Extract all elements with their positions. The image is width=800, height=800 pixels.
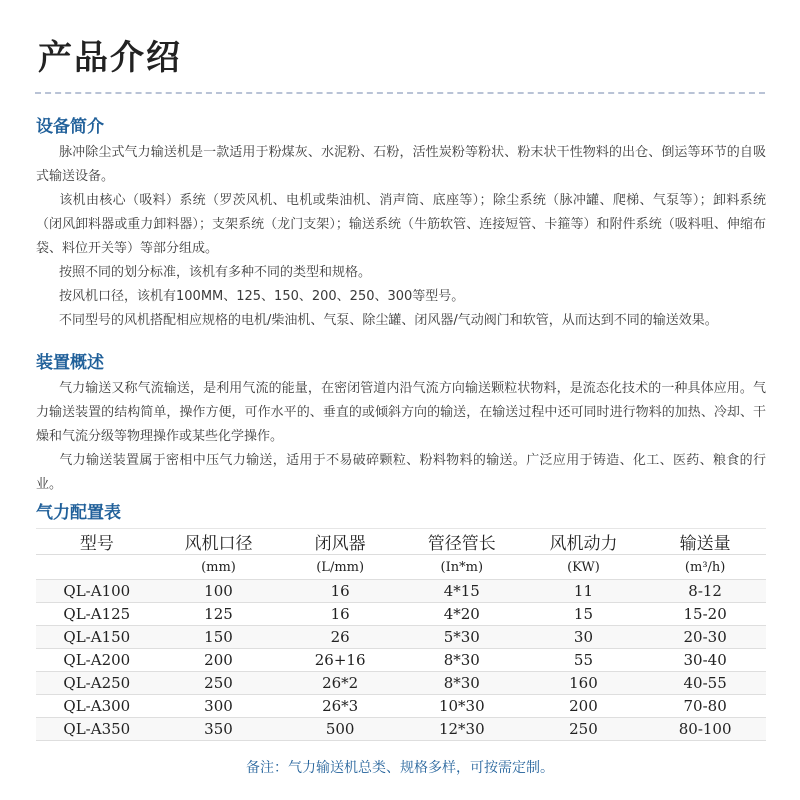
paragraph: 不同型号的风机搭配相应规格的电机/柴油机、气泵、除尘罐、闭风器/气动阀门和软管，从而达到不同的输送效果。 — [59, 313, 718, 328]
table-cell: 10*30 — [401, 695, 523, 718]
table-cell: 15-20 — [644, 603, 766, 626]
unit-cell — [36, 555, 158, 580]
table-cell: 30-40 — [644, 649, 766, 672]
section-equipment-intro — [36, 112, 766, 333]
table-cell: 26*2 — [279, 672, 401, 695]
col-header-pipe: 管径管长 — [401, 528, 523, 555]
table-cell: 100 — [158, 580, 280, 603]
table-cell: 30 — [523, 626, 645, 649]
table-cell: 16 — [279, 580, 401, 603]
table-row — [36, 626, 766, 649]
table-cell: 200 — [158, 649, 280, 672]
table-cell: 4*20 — [401, 603, 523, 626]
col-header-fan-power: 风机动力 — [523, 528, 645, 555]
table-heading: 气力配置表 — [36, 503, 121, 523]
table-cell: 200 — [523, 695, 645, 718]
paragraph: 脉冲除尘式气力输送机是一款适用于粉煤灰、水泥粉、石粉，活性炭粉等粉状、粉末状干性物料的出仓、倒运等环节的自吸式输送设备。 — [36, 145, 766, 184]
table-row — [36, 649, 766, 672]
col-header-airlock: 闭风器 — [279, 528, 401, 555]
table-cell: 70-80 — [644, 695, 766, 718]
unit-cell: (mm) — [158, 555, 280, 580]
footnote: 备注：气力输送机总类、规格多样，可按需定制。 — [246, 760, 554, 776]
table-cell: 125 — [158, 603, 280, 626]
unit-cell: (m³/h) — [644, 555, 766, 580]
table-units-row — [36, 555, 766, 580]
table-cell: QL-A125 — [36, 603, 158, 626]
table-row — [36, 580, 766, 603]
section-heading: 设备简介 — [36, 117, 104, 137]
table-cell: 26*3 — [279, 695, 401, 718]
paragraph: 气力输送装置属于密相中压气力输送，适用于不易破碎颗粒、粉料物料的输送。广泛应用于铸造、化工、医药、粮食的行业。 — [36, 453, 766, 492]
table-cell: QL-A300 — [36, 695, 158, 718]
table-cell: 55 — [523, 649, 645, 672]
table-cell: QL-A350 — [36, 718, 158, 741]
table-section — [36, 498, 766, 527]
table-cell: 12*30 — [401, 718, 523, 741]
table-cell: 4*15 — [401, 580, 523, 603]
table-cell: 8*30 — [401, 672, 523, 695]
table-cell: 5*30 — [401, 626, 523, 649]
title-divider — [35, 92, 765, 94]
table-row — [36, 672, 766, 695]
table-cell: 80-100 — [644, 718, 766, 741]
table-cell: 300 — [158, 695, 280, 718]
table-cell: 150 — [158, 626, 280, 649]
paragraph: 该机由核心（吸料）系统（罗茨风机、电机或柴油机、消声筒、底座等）；除尘系统（脉冲罐、爬梯、气泵等）；卸料系统（闭风卸料器或重力卸料器）；支架系统（龙门支架）；输送系统（牛筋软管、连接短管、卡箍等）和附件系统（吸料咀、伸缩布袋、料位开关等）等部分组成。 — [36, 193, 766, 256]
table-row — [36, 695, 766, 718]
table-cell: 250 — [158, 672, 280, 695]
table-cell: QL-A200 — [36, 649, 158, 672]
section-device-overview — [36, 348, 766, 497]
table-cell: 8-12 — [644, 580, 766, 603]
paragraph: 按照不同的划分标准，该机有多种不同的类型和规格。 — [59, 265, 372, 280]
table-cell: 350 — [158, 718, 280, 741]
table-cell: 250 — [523, 718, 645, 741]
config-table-wrap — [36, 528, 766, 741]
col-header-capacity: 输送量 — [644, 528, 766, 555]
table-row — [36, 718, 766, 741]
table-cell: 26+16 — [279, 649, 401, 672]
table-cell: QL-A100 — [36, 580, 158, 603]
table-cell: 11 — [523, 580, 645, 603]
paragraph: 气力输送又称气流输送，是利用气流的能量，在密闭管道内沿气流方向输送颗粒状物料，是流态化技术的一种具体应用。气力输送装置的结构简单，操作方便，可作水平的、垂直的或倾斜方向的输送，在输送过程中还可同时进行物料的加热、冷却、干燥和气流分级等物理操作或某些化学操作。 — [36, 381, 766, 444]
config-table — [36, 528, 766, 741]
section-heading: 装置概述 — [36, 353, 104, 373]
table-cell: 26 — [279, 626, 401, 649]
table-cell: 16 — [279, 603, 401, 626]
paragraph: 按风机口径，该机有100MM、125、150、200、250、300等型号。 — [59, 289, 465, 304]
table-row — [36, 603, 766, 626]
table-cell: 8*30 — [401, 649, 523, 672]
table-header-row — [36, 528, 766, 555]
unit-cell: (In*m) — [401, 555, 523, 580]
unit-cell: (L/mm) — [279, 555, 401, 580]
unit-cell: (KW) — [523, 555, 645, 580]
page-title: 产品介绍 — [38, 38, 182, 78]
col-header-model: 型号 — [36, 528, 158, 555]
col-header-fan-bore: 风机口径 — [158, 528, 280, 555]
table-cell: QL-A250 — [36, 672, 158, 695]
table-cell: 40-55 — [644, 672, 766, 695]
table-cell: QL-A150 — [36, 626, 158, 649]
table-cell: 15 — [523, 603, 645, 626]
table-cell: 160 — [523, 672, 645, 695]
table-cell: 20-30 — [644, 626, 766, 649]
table-cell: 500 — [279, 718, 401, 741]
